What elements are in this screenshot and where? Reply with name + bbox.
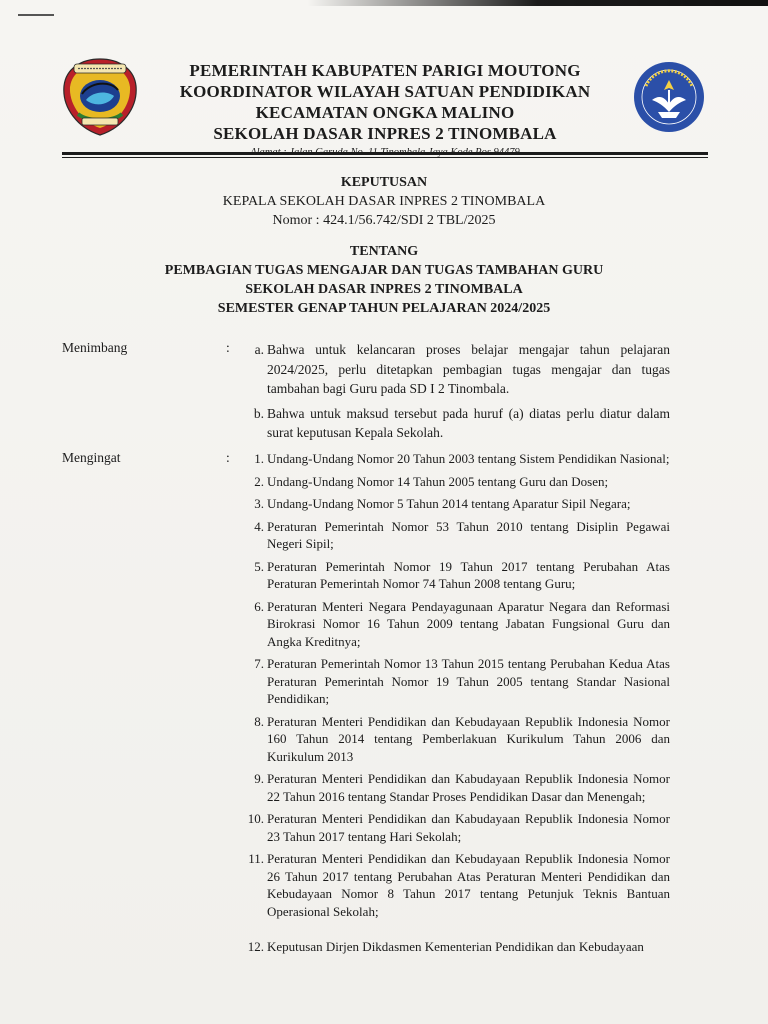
mengingat-label: Mengingat xyxy=(62,450,121,465)
letterhead-rule-thin xyxy=(62,157,708,158)
list-item xyxy=(238,598,670,651)
item-number: 11. xyxy=(248,851,264,866)
list-item xyxy=(238,340,670,399)
item-text: Peraturan Menteri Pendidikan dan Kebudayaan Republik Indonesia Nomor 160 Tahun 2014 tentang Pemberlakuan Kurikulum Tahun 2006 dan Kurikulum 2013 xyxy=(267,713,670,764)
item-text: Peraturan Pemerintah Nomor 53 Tahun 2010 tentang Disiplin Pegawai Negeri Sipil; xyxy=(267,518,670,551)
tentang-heading: TENTANG xyxy=(349,244,419,259)
letterhead-school: SEKOLAH DASAR INPRES 2 TINOMBALA xyxy=(213,124,557,143)
menimbang-colon: : xyxy=(226,340,230,355)
item-text: Undang-Undang Nomor 14 Tahun 2005 tentang Guru dan Dosen; xyxy=(267,473,609,489)
item-number: 5. xyxy=(254,558,264,574)
item-number: b. xyxy=(253,405,264,421)
scan-mark xyxy=(18,14,54,16)
item-number: 7. xyxy=(254,656,264,671)
item-text: Peraturan Menteri Pendidikan dan Kabudayaan Republik Indonesia Nomor 22 Tahun 2016 tentang Standar Proses Pendidikan Dasar dan Menengah; xyxy=(267,771,670,804)
mengingat-colon: : xyxy=(226,450,230,465)
item-text: Keputusan Dirjen Dikdasmen Kementerian Pendidikan dan Kebudayaan xyxy=(267,939,644,954)
list-item xyxy=(238,404,670,443)
subject-line-2: SEKOLAH DASAR INPRES 2 TINOMBALA xyxy=(245,282,523,297)
menimbang-list xyxy=(238,340,670,448)
item-number: 3. xyxy=(254,496,264,511)
mengingat-list xyxy=(238,450,670,961)
scan-edge-shadow xyxy=(0,0,768,6)
decree-issuer: KEPALA SEKOLAH DASAR INPRES 2 TINOMBALA xyxy=(222,194,546,209)
letterhead-rule-thick xyxy=(62,152,708,155)
decree-number: Nomor : 424.1/56.742/SDI 2 TBL/2025 xyxy=(272,213,496,228)
list-item xyxy=(238,558,670,593)
subject-line-3: SEMESTER GENAP TAHUN PELAJARAN 2024/2025 xyxy=(217,301,551,316)
item-number: 4. xyxy=(254,518,264,534)
list-item xyxy=(238,495,670,513)
letterhead xyxy=(150,60,620,160)
decree-heading: KEPUTUSAN xyxy=(340,175,428,190)
item-number: 10. xyxy=(247,811,264,826)
item-number: 8. xyxy=(254,713,264,729)
list-item xyxy=(238,713,670,766)
item-text: Peraturan Pemerintah Nomor 13 Tahun 2015 tentang Perubahan Kedua Atas Peraturan Pemerintah Nomor 19 Tahun 2005 tentang Standar Nasional Pendidikan; xyxy=(267,656,670,706)
item-text: Peraturan Menteri Pendidikan dan Kabudayaan Republik Indonesia Nomor 23 Tahun 2017 tentang Hari Sekolah; xyxy=(267,811,670,844)
tut-wuri-handayani-emblem-icon xyxy=(632,60,706,134)
list-item xyxy=(238,473,670,491)
menimbang-label: Menimbang xyxy=(62,340,128,355)
list-item xyxy=(238,850,670,920)
list-item xyxy=(238,938,670,956)
item-number: 9. xyxy=(254,771,264,786)
item-number: 2. xyxy=(254,473,264,489)
letterhead-government: PEMERINTAH KABUPATEN PARIGI MOUTONG xyxy=(189,61,581,80)
item-text: Peraturan Menteri Pendidikan dan Kebudayaan Republik Indonesia Nomor 26 Tahun 2017 tentang Perubahan Atas Peraturan Menteri Pendidikan dan Kebudayaan Nomor 8 Tahun 2017 tentang Petunjuk Teknis Bantuan Operasional Sekolah; xyxy=(267,851,670,919)
decree-title-block xyxy=(0,173,768,318)
letterhead-district: KECAMATAN ONGKA MALINO xyxy=(255,103,515,122)
item-number: 6. xyxy=(254,598,264,614)
item-text: Peraturan Menteri Negara Pendayagunaan Aparatur Negara dan Reformasi Birokrasi Nomor 16 Tahun 2009 tentang Jabatan Fungsional Guru dan Angka Kreditnya; xyxy=(267,598,670,649)
item-number: a. xyxy=(254,342,264,357)
item-text: Peraturan Pemerintah Nomor 19 Tahun 2017 tentang Perubahan Atas Peraturan Pemerintah Nomor 74 Tahun 2008 tentang Guru; xyxy=(267,558,670,591)
list-item xyxy=(238,518,670,553)
subject-line-1: PEMBAGIAN TUGAS MENGAJAR DAN TUGAS TAMBAHAN GURU xyxy=(164,263,604,278)
list-item xyxy=(238,450,670,468)
item-number: 1. xyxy=(254,451,264,466)
list-item xyxy=(238,655,670,708)
item-text: Bahwa untuk maksud tersebut pada huruf (a) diatas perlu diatur dalam surat keputusan Kepala Sekolah. xyxy=(267,405,670,440)
letterhead-coordinator: KOORDINATOR WILAYAH SATUAN PENDIDIKAN xyxy=(179,82,591,101)
item-number: 12. xyxy=(247,939,264,954)
parigi-moutong-emblem-icon xyxy=(60,56,140,138)
list-item xyxy=(238,810,670,845)
list-item xyxy=(238,770,670,805)
item-text: Bahwa untuk kelancaran proses belajar mengajar tahun pelajaran 2024/2025, perlu ditetapkan pembagian tugas mengajar dan tugas tambahan bagi Guru pada SD I 2 Tinombala. xyxy=(267,342,670,396)
item-text: Undang-Undang Nomor 5 Tahun 2014 tentang Aparatur Sipil Negara; xyxy=(267,496,631,511)
item-text: Undang-Undang Nomor 20 Tahun 2003 tentang Sistem Pendidikan Nasional; xyxy=(267,451,670,466)
